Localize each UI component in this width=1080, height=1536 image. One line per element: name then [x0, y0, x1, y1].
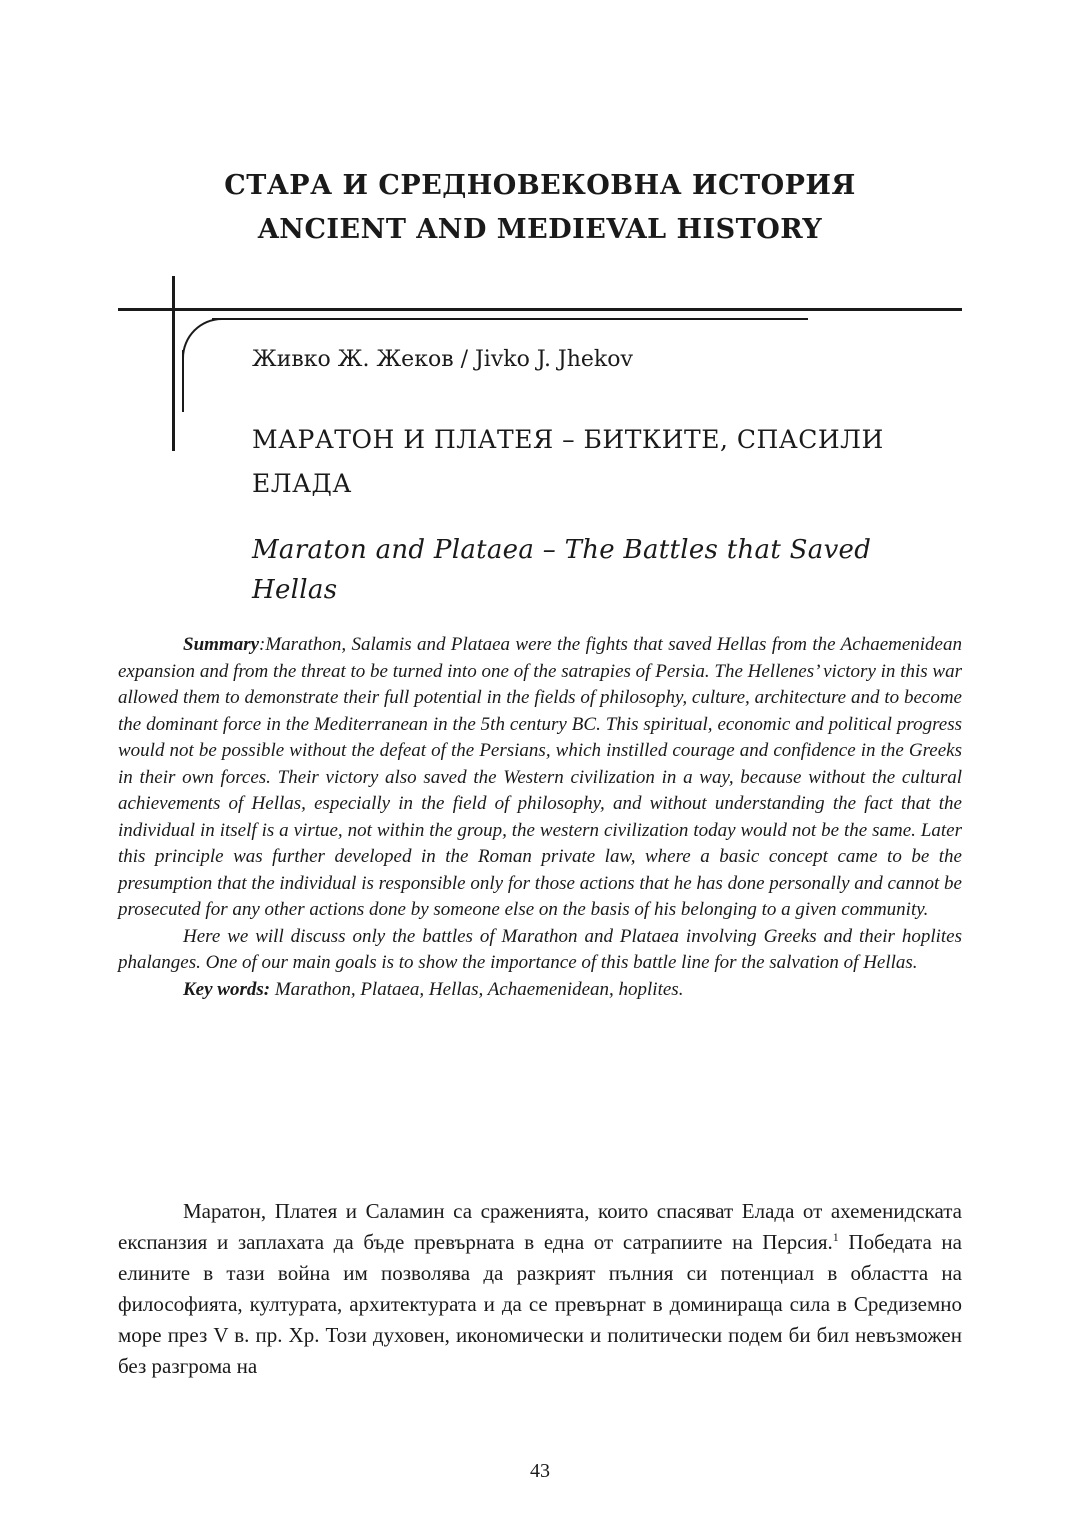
- keywords-label: Key words:: [183, 978, 271, 1000]
- body-text-before-note: Маратон, Платея и Саламин са сраженията, които спасяват Елада от ахеменидската експанзия и заплахата да бъде превърната в една от сатрапиите на Персия.: [118, 1199, 962, 1254]
- article-title-bg: МАРАТОН И ПЛАТЕЯ – БИТКИТЕ, СПАСИЛИ ЕЛАДА: [252, 425, 884, 498]
- decorative-corner-arc: [182, 318, 222, 358]
- abstract: [118, 632, 962, 1003]
- author-line: Живко Ж. Жеков / Jivko J. Jhekov: [252, 347, 633, 372]
- summary-label: Summary: [183, 634, 260, 655]
- keywords-paragraph: [118, 977, 962, 1004]
- decorative-rule-vertical: [172, 276, 175, 451]
- page-number: 43: [530, 1460, 550, 1482]
- body-text: [118, 1196, 962, 1382]
- section-title-bg: СТАРА И СРЕДНОВЕКОВНА ИСТОРИЯ: [224, 170, 856, 201]
- decorative-rule-horizontal: [118, 308, 962, 311]
- footnote-reference[interactable]: 1: [832, 1230, 839, 1244]
- article-title-en: Maraton and Plataea – The Battles that Saved Hellas: [252, 535, 872, 605]
- body-paragraph: [118, 1196, 962, 1382]
- decorative-rule-inner-vertical: [182, 350, 184, 412]
- keywords-text: Marathon, Plataea, Hellas, Achaemenidean, hoplites.: [270, 978, 684, 1000]
- section-title-en: ANCIENT AND MEDIEVAL HISTORY: [257, 214, 823, 245]
- abstract-paragraph-2: Here we will discuss only the battles of Marathon and Plataea involving Greeks and their hoplites phalanges. One of our main goals is to show the importance of this battle line for the salvation of Hellas.: [118, 925, 962, 973]
- decorative-rule-inner-horizontal: [212, 318, 808, 320]
- body-text-after-note: Победата на елините в тази война им позволява да разкрият пълния си потенциал в областта на философията, културата, архитектурата и да се превърнат в доминираща сила в Средиземно море през V в. пр. Хр. Този духовен, икономически и политически подем би бил невъзможен без разгрома на: [118, 1230, 962, 1378]
- summary-text: :Marathon, Salamis and Plataea were the fights that saved Hellas from the Achaemenidean expansion and from the threat to be turned into one of the satrapies of Persia. The Hellenes’ victory in this war allowed them to demonstrate their full potential in the fields of philosophy, culture, architecture and to become the dominant force in the Mediterranean in the 5th century BC. This spiritual, economic and political progress would not be possible without the defeat of the Persians, which instilled courage and confidence in the Greeks in their own forces. Their victory also saved the Western civilization in a way, because without the cultural achievements of Hellas, especially in the field of philosophy, and without understanding the fact that the individual in itself is a virtue, not within the group, the western civilization today would not be the same. Later this principle was further developed in the Roman private law, where a basic concept came to be the presumption that the individual is responsible only for those actions that he has done personally and cannot be prosecuted for any other actions done by someone else on the basis of his belonging to a given community.: [118, 634, 962, 920]
- summary-paragraph: [118, 632, 962, 924]
